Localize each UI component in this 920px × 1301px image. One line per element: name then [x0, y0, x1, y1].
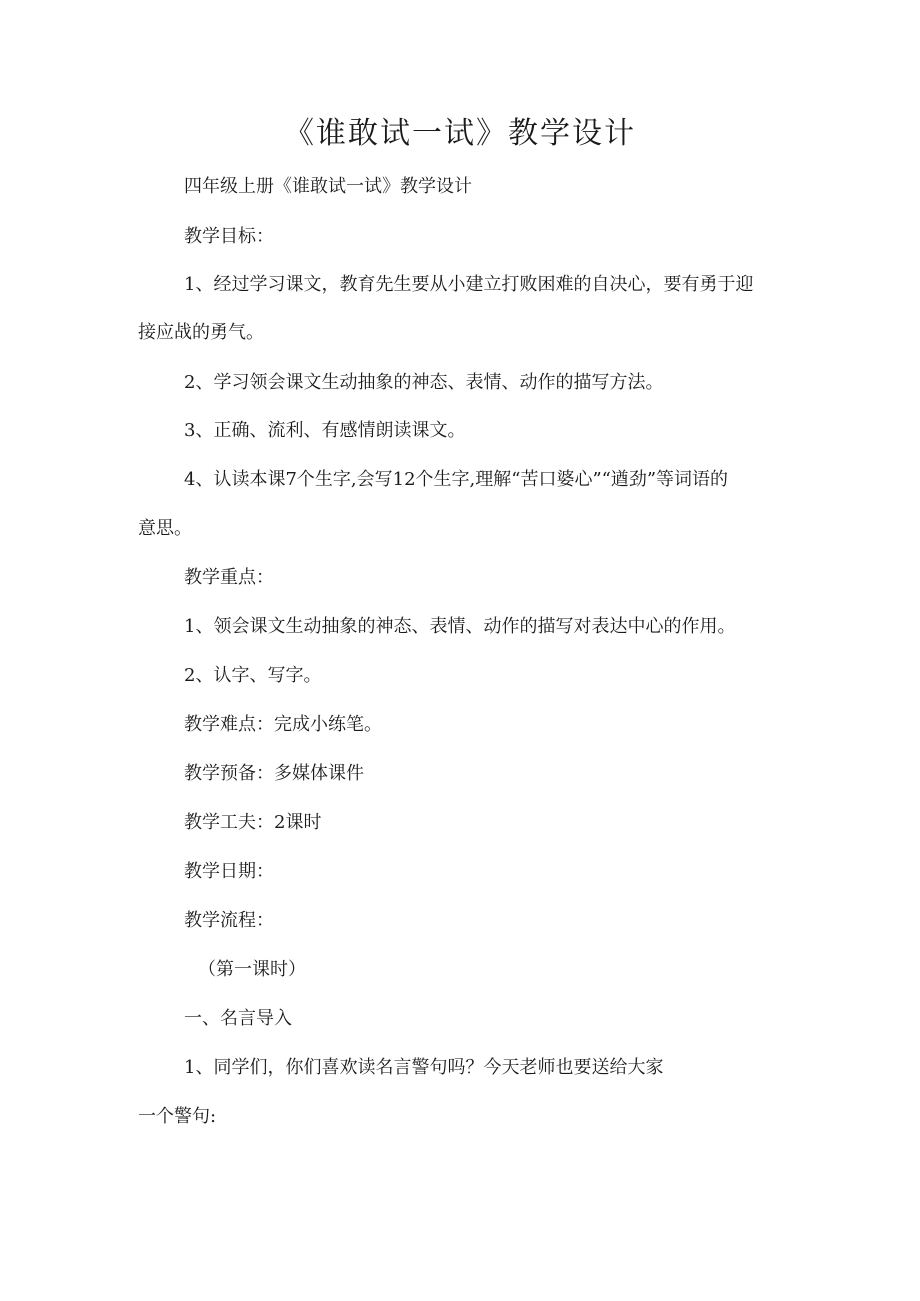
section-1-heading: 一、名言导入 [184, 1008, 292, 1029]
subtitle-line: 四年级上册《谁敢试一试》教学设计 [184, 176, 472, 197]
goal-1-line-2: 接应战的勇气。 [138, 322, 264, 343]
key-point-1: 1、领会课文生动抽象的神态、表情、动作的描写对表达中心的作用。 [184, 616, 736, 637]
goal-3: 3、正确、流利、有感情朗读课文。 [184, 420, 466, 441]
goal-4-line-1: 4、认读本课7个生字,会写12个生字,理解“苦口婆心”“遒劲”等词语的 [184, 469, 729, 490]
document-title: 《谁敢试一试》教学设计 [284, 116, 636, 151]
goal-1-line-1: 1、经过学习课文，教育先生要从小建立打败困难的自决心，要有勇于迎 [184, 274, 754, 295]
key-point-2: 2、认字、写字。 [184, 665, 322, 686]
difficulty-line: 教学难点：完成小练笔。 [184, 714, 382, 735]
date-line: 教学日期： [184, 861, 274, 882]
first-lesson-label: （第一课时） [198, 959, 306, 980]
goal-4-line-2: 意思。 [138, 518, 192, 539]
key-points-heading: 教学重点： [184, 567, 274, 588]
goal-2: 2、学习领会课文生动抽象的神态、表情、动作的描写方法。 [184, 372, 664, 393]
teaching-goals-heading: 教学目标： [184, 226, 274, 247]
step-1-line-2: 一个警句: [138, 1106, 217, 1127]
duration-line: 教学工夫：2课时 [184, 812, 322, 833]
preparation-line: 教学预备：多媒体课件 [184, 763, 364, 784]
process-heading: 教学流程： [184, 910, 274, 931]
step-1-line-1: 1、同学们，你们喜欢读名言警句吗？今天老师也要送给大家 [184, 1057, 664, 1078]
